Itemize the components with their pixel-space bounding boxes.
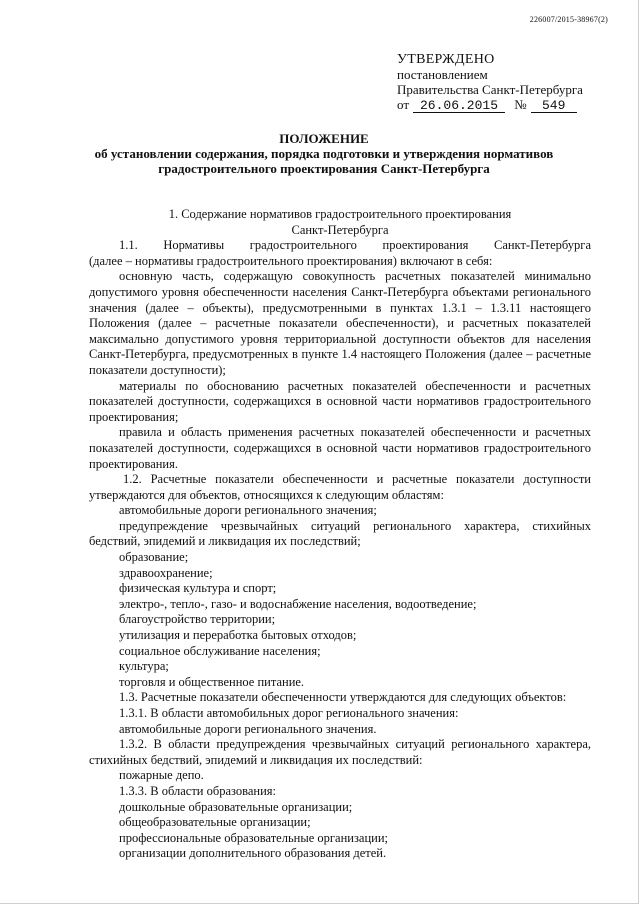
paragraph-rules: правила и область применения расчетных показателей обеспеченности и расчетных показателей доступности, содержащихся в основной части нормативов градостроительного проектирования. [89,425,591,471]
list-item-roads: автомобильные дороги регионального значения; [119,503,377,518]
document-title [60,131,588,176]
list-item-culture: культура; [119,659,169,674]
paragraph-1-3-2: 1.3.2. В области предупреждения чрезвычайных ситуаций регионального характера, стихийных бедствий, эпидемий и ликвидация их последствий: [89,737,591,767]
approval-number: 549 [531,99,577,113]
list-item-waste: утилизация и переработка бытовых отходов; [119,628,357,643]
approval-line-1: постановлением [397,67,488,82]
list-item-sport: физическая культура и спорт; [119,581,277,596]
approval-heading: УТВЕРЖДЕНО [397,52,495,67]
title-subtitle-2: градостроительного проектирования Санкт-Петербурга [158,161,490,176]
list-item-trade: торговля и общественное питание. [119,674,305,689]
title-subtitle-1: об установлении содержания, порядка подготовки и утверждения нормативов [94,146,554,161]
paragraph-1-3-2-item: пожарные депо. [119,768,204,783]
paragraph-1-3-3-b: общеобразовательные организации; [119,815,311,830]
list-item-emergency: предупреждение чрезвычайных ситуаций регионального характера, стихийных бедствий, эпидемий и ликвидация их последствий; [89,518,591,549]
document-number: 226007/2015-38967(2) [529,15,608,24]
paragraph-1-3-3-c: профессиональные образовательные организации; [119,830,389,845]
paragraph-1-3-3-d: организации дополнительного образования детей. [119,846,387,861]
paragraph-1-1-a: 1.1. Нормативы градостроительного проектирования Санкт-Петербурга [119,238,591,253]
approval-date: 26.06.2015 [413,99,505,113]
paragraph-1-3-3: 1.3.3. В области образования: [119,783,277,798]
from-label: от [397,97,410,112]
paragraph-main-part: основную часть, содержащую совокупность расчетных показателей минимально допустимого уровня обеспеченности населения Санкт-Петербурга объектами регионального значения (далее – объекты), предусмотренными в пунктах 1.3.1 – 1.3.11 настоящего Положения (далее – расчетные показатели обеспеченности), и расчетных показателей максимально допустимого уровня территориальной доступности объектов для населения Санкт-Петербурга, предусмотренных в пункте 1.4 настоящего Положения (далее – расчетные показатели доступности); [89,269,591,377]
approval-stamp [397,52,583,113]
paragraph-materials: материалы по обоснованию расчетных показателей обеспеченности и расчетных показателей доступности, содержащихся в основной части нормативов градостроительного проектирования; [89,378,591,424]
list-item-social: социальное обслуживание населения; [119,643,321,658]
paragraph-1-3-1: 1.3.1. В области автомобильных дорог регионального значения: [119,706,459,720]
paragraph-1-3-3-a: дошкольные образовательные организации; [119,799,353,814]
list-item-utilities: электро-, тепло-, газо- и водоснабжение населения, водоотведение; [119,596,477,611]
paragraph-1-1-b: (далее – нормативы градостроительного проектирования) включают в себя: [89,253,493,268]
section-heading-1: 1. Содержание нормативов градостроительного проектирования [168,207,512,221]
list-item-education: образование; [119,550,189,565]
approval-line-2: Правительства Санкт-Петербурга [397,82,583,97]
title-heading: ПОЛОЖЕНИЕ [279,131,369,146]
section-heading-2: Санкт-Петербурга [291,222,389,237]
paragraph-1-3: 1.3. Расчетные показатели обеспеченности утверждаются для следующих объектов: [119,690,567,705]
list-item-landscape: благоустройство территории; [119,612,276,627]
paragraph-1-2: 1.2. Расчетные показатели обеспеченности и расчетные показатели доступности утверждаются для объектов, относящихся к следующим областям: [89,472,591,502]
approval-date-line [397,97,583,113]
number-label: № [514,97,527,112]
paragraph-1-3-1-item: автомобильные дороги регионального значения. [119,721,377,736]
document-body [89,207,591,862]
list-item-health: здравоохранение; [119,565,213,580]
